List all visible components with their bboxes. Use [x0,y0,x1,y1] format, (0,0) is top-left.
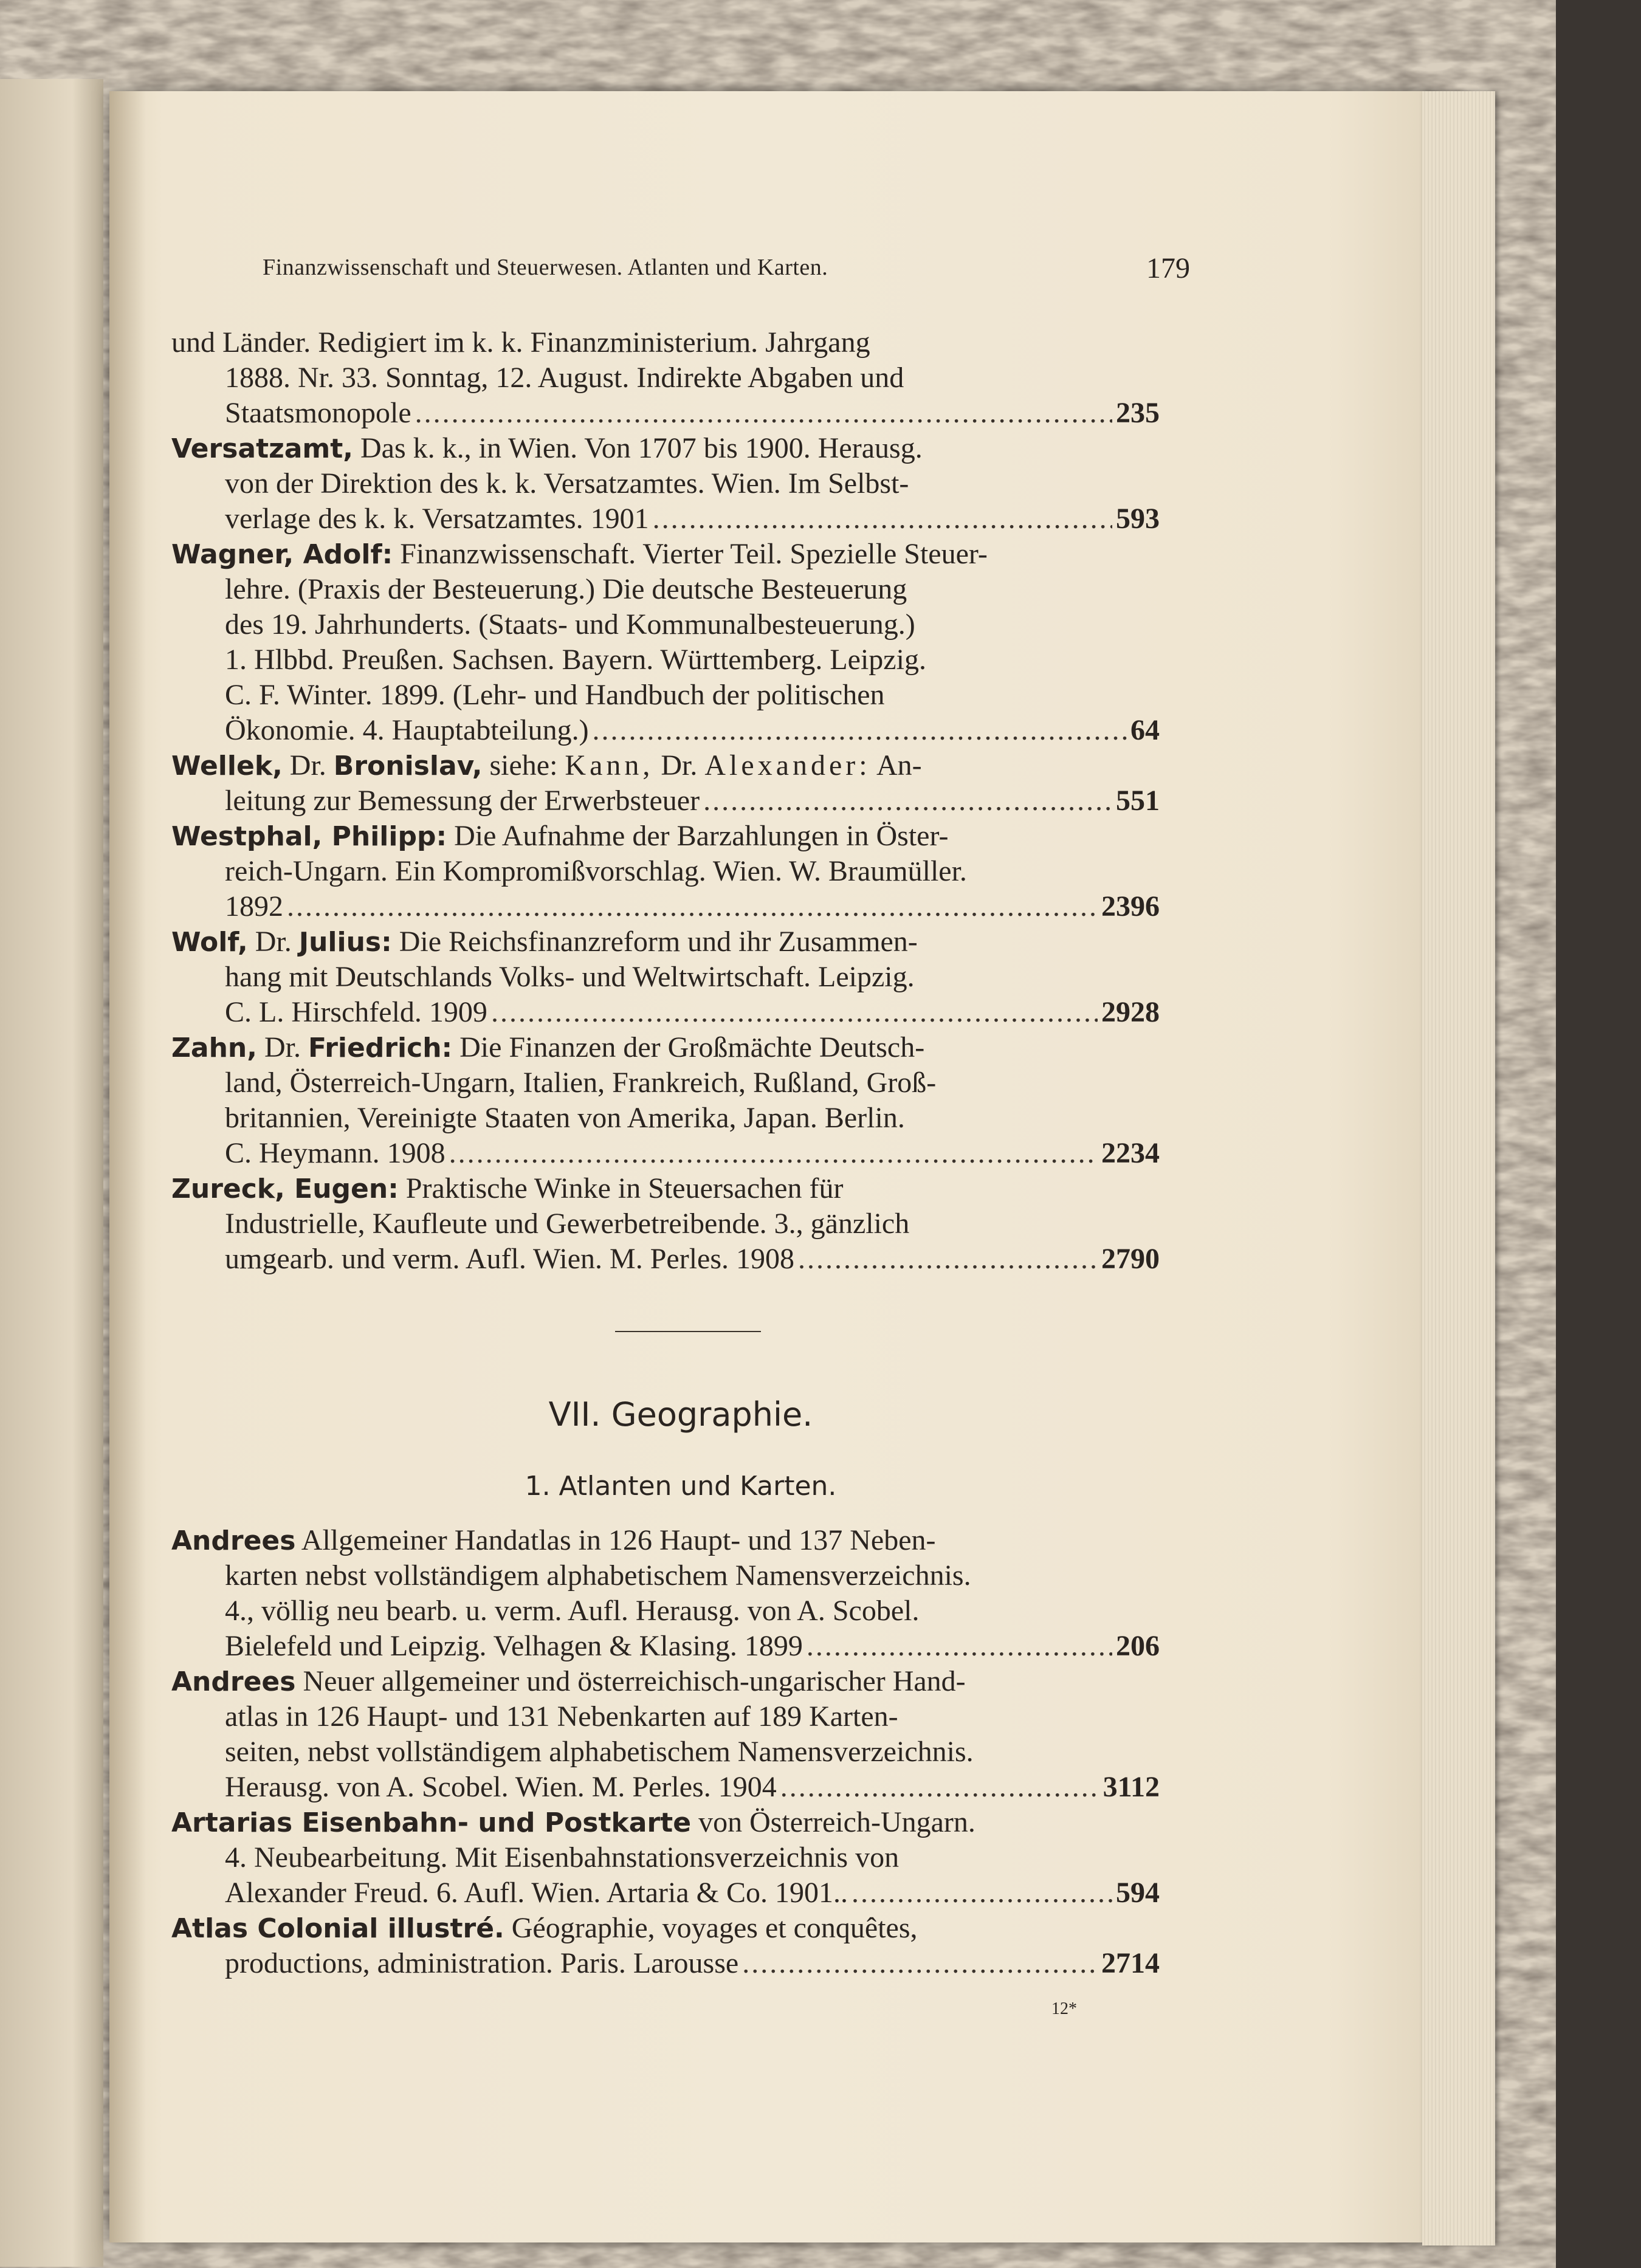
leader-dots [653,501,1112,537]
author-name: Artarias Eisenbahn- und Postkarte [171,1807,692,1838]
signature-mark: 12* [1051,1999,1077,2018]
cross-ref-forename: Alexander: [704,749,871,782]
entry-heading-line [171,537,1160,572]
chapter-title: VII. Geographie. [548,1395,813,1434]
section-title: 1. Atlanten und Karten. [525,1471,837,1502]
entry-last-line [225,501,1160,537]
entry-last-line [225,713,1160,748]
entry-line [225,1558,1160,1593]
author-name: Westphal, Philipp: [171,821,447,852]
entry-text: siehe: [482,749,565,782]
gutter-shadow [109,91,146,2242]
facing-page-edge [0,79,103,2267]
author-name: Atlas Colonial illustré. [171,1913,504,1944]
cross-ref-name: Kann, [565,749,654,782]
leader-dots [851,1875,1112,1911]
entry-line [225,1699,1160,1734]
entry-text: Praktische Winke in Steuersachen für [398,1172,844,1204]
entry-line [225,854,1160,889]
entry-text: Neuer allgemeiner und österreichisch-ungarischer Hand- [295,1665,966,1697]
entry-text: An- [870,749,922,782]
entry-text: umgearb. und verm. Aufl. Wien. M. Perles. 1908 [225,1243,795,1275]
entry-text: atlas in 126 Haupt- und 131 Nebenkarten auf 189 Karten- [225,1700,898,1733]
entry-text: Alexander Freud. 6. Aufl. Wien. Artaria & Co. 1901.. [225,1877,848,1909]
entry-number: 593 [1116,503,1160,535]
entry-heading-line [171,819,1160,854]
entry-text: Staatsmonopole [225,397,411,429]
entry-line [225,1065,1160,1101]
leader-dots [703,783,1112,819]
author-name: Andrees [171,1666,296,1697]
entry-text: Dr. [653,749,705,782]
entry-text: seiten, nebst vollständigem alphabetischem Namensverzeichnis. [225,1736,974,1768]
entry-text: Géographie, voyages et conquêtes, [504,1912,918,1944]
entry-line [225,607,1160,642]
entry-text: C. Heymann. 1908 [225,1137,446,1169]
entry-line [225,1101,1160,1136]
entry-line [225,1206,1160,1242]
entry-text: C. F. Winter. 1899. (Lehr- und Handbuch der politischen [225,679,885,711]
entry-number: 2714 [1101,1947,1160,1979]
entry-text: und Länder. Redigiert im k. k. Finanzministerium. Jahrgang [171,326,870,359]
entry-text: des 19. Jahrhunderts. (Staats- und Kommunalbesteuerung.) [225,608,915,641]
entry-heading-line [171,1171,1160,1207]
entry-last-line [225,396,1160,431]
entry-text: reich-Ungarn. Ein Kompromißvorschlag. Wien. W. Braumüller. [225,855,967,887]
author-forename: Bronislav, [333,751,483,782]
entry-number: 3112 [1103,1771,1160,1803]
author-name: Wellek, [171,751,283,782]
entry-text: Herausg. von A. Scobel. Wien. M. Perles. 1904 [225,1771,777,1803]
running-head: Finanzwissenschaft und Steuerwesen. Atlanten und Karten. [263,255,828,280]
entry-text: 4. Neubearbeitung. Mit Eisenbahnstationsverzeichnis von [225,1841,900,1874]
entry-line [225,642,1160,678]
entry-number: 2790 [1101,1243,1160,1275]
entry-text: leitung zur Bemessung der Erwerbsteuer [225,785,700,817]
author-name: Zureck, Eugen: [171,1174,399,1204]
entry-last-line [225,995,1160,1030]
entry-text: lehre. (Praxis der Besteuerung.) Die deutsche Besteuerung [225,573,907,605]
entry-text: karten nebst vollständigem alphabetischem Namensverzeichnis. [225,1559,971,1592]
entry-text: Industrielle, Kaufleute und Gewerbetreibende. 3., gänzlich [225,1208,910,1240]
author-title: Dr. [247,926,299,958]
entry-heading-line [171,924,1160,960]
entry-number: 2234 [1101,1137,1160,1169]
leader-dots [415,396,1112,431]
entry-text: C. L. Hirschfeld. 1909 [225,996,487,1028]
entry-heading-line [171,1030,1160,1066]
entry-line [225,960,1160,995]
entry-line [225,572,1160,607]
entry-text: 4., völlig neu bearb. u. verm. Aufl. Herausg. von A. Scobel. [225,1595,920,1627]
entry-line [225,1840,1160,1875]
entry-number: 2928 [1101,996,1160,1028]
entry-number: 551 [1116,785,1160,817]
entry-text: von der Direktion des k. k. Versatzamtes. Wien. Im Selbst- [225,467,909,500]
leader-dots [780,1770,1099,1805]
author-name: Andrees [171,1525,296,1556]
entry-number: 64 [1130,714,1160,746]
entry-heading-line [171,1911,1160,1947]
entry-last-line [225,1946,1160,1981]
page-fore-edge [1422,91,1495,2246]
entry-last-line [225,1770,1160,1805]
entry-number: 2396 [1101,890,1160,923]
entry-text: 1. Hlbbd. Preußen. Sachsen. Bayern. Württemberg. Leipzig. [225,644,926,676]
entry-number: 206 [1116,1630,1160,1662]
entry-text: 1888. Nr. 33. Sonntag, 12. August. Indirekte Abgaben und [225,362,904,394]
entry-last-line [225,1136,1160,1171]
entry-last-line [225,889,1160,924]
entry-text: 1892 [225,890,283,923]
author-name: Wolf, [171,927,248,958]
leader-dots [742,1946,1098,1981]
entry-last-line [225,1875,1160,1911]
entry-text: productions, administration. Paris. Larousse [225,1947,739,1979]
entry-text: von Österreich-Ungarn. [691,1806,975,1838]
author-name: Wagner, Adolf: [171,539,393,570]
entry-line [225,1593,1160,1629]
author-forename: Julius: [298,927,392,958]
entry-heading-line [171,748,1160,784]
entry-text: Allgemeiner Handatlas in 126 Haupt- und 137 Neben- [295,1524,936,1556]
entry-heading-line [171,1664,1160,1700]
divider-rule [615,1331,761,1332]
leader-dots [593,713,1127,748]
entry-text: britannien, Vereinigte Staaten von Amerika, Japan. Berlin. [225,1102,905,1134]
entry-text: hang mit Deutschlands Volks- und Weltwirtschaft. Leipzig. [225,961,915,993]
leader-dots [449,1136,1098,1171]
entry-heading-line [171,1805,1160,1841]
entry-number: 235 [1116,397,1160,429]
entry-line [225,360,1160,396]
entry-last-line [225,1242,1160,1277]
entry-text: Die Aufnahme der Barzahlungen in Öster- [447,820,949,852]
entry-text: Bielefeld und Leipzig. Velhagen & Klasing. 1899 [225,1630,803,1662]
page-number: 179 [1146,252,1190,284]
entry-line [225,678,1160,713]
entry-heading-line [171,325,1160,360]
author-forename: Friedrich: [308,1033,453,1064]
entry-line [225,1734,1160,1770]
entry-heading-line [171,431,1160,467]
author-title: Dr. [256,1031,308,1064]
entry-text: Das k. k., in Wien. Von 1707 bis 1900. Herausg. [353,432,923,464]
author-name: Versatzamt, [171,433,353,464]
entry-text: Ökonomie. 4. Hauptabteilung.) [225,714,589,746]
leader-dots [798,1242,1098,1277]
author-title: Dr. [282,749,334,782]
entry-number: 594 [1116,1877,1160,1909]
entry-text: Die Finanzen der Großmächte Deutsch- [452,1031,925,1064]
author-name: Zahn, [171,1033,257,1064]
leader-dots [491,995,1098,1030]
entry-last-line [225,783,1160,819]
entry-heading-line [171,1523,1160,1559]
entry-text: verlage des k. k. Versatzamtes. 1901 [225,503,649,535]
leader-dots [807,1629,1112,1664]
entry-text: land, Österreich-Ungarn, Italien, Frankreich, Rußland, Groß- [225,1067,937,1099]
entry-text: Finanzwissenschaft. Vierter Teil. Spezielle Steuer- [393,538,988,570]
leader-dots [287,889,1098,924]
entry-last-line [225,1629,1160,1664]
entry-line [225,466,1160,501]
entry-text: Die Reichsfinanzreform und ihr Zusammen- [391,926,918,958]
